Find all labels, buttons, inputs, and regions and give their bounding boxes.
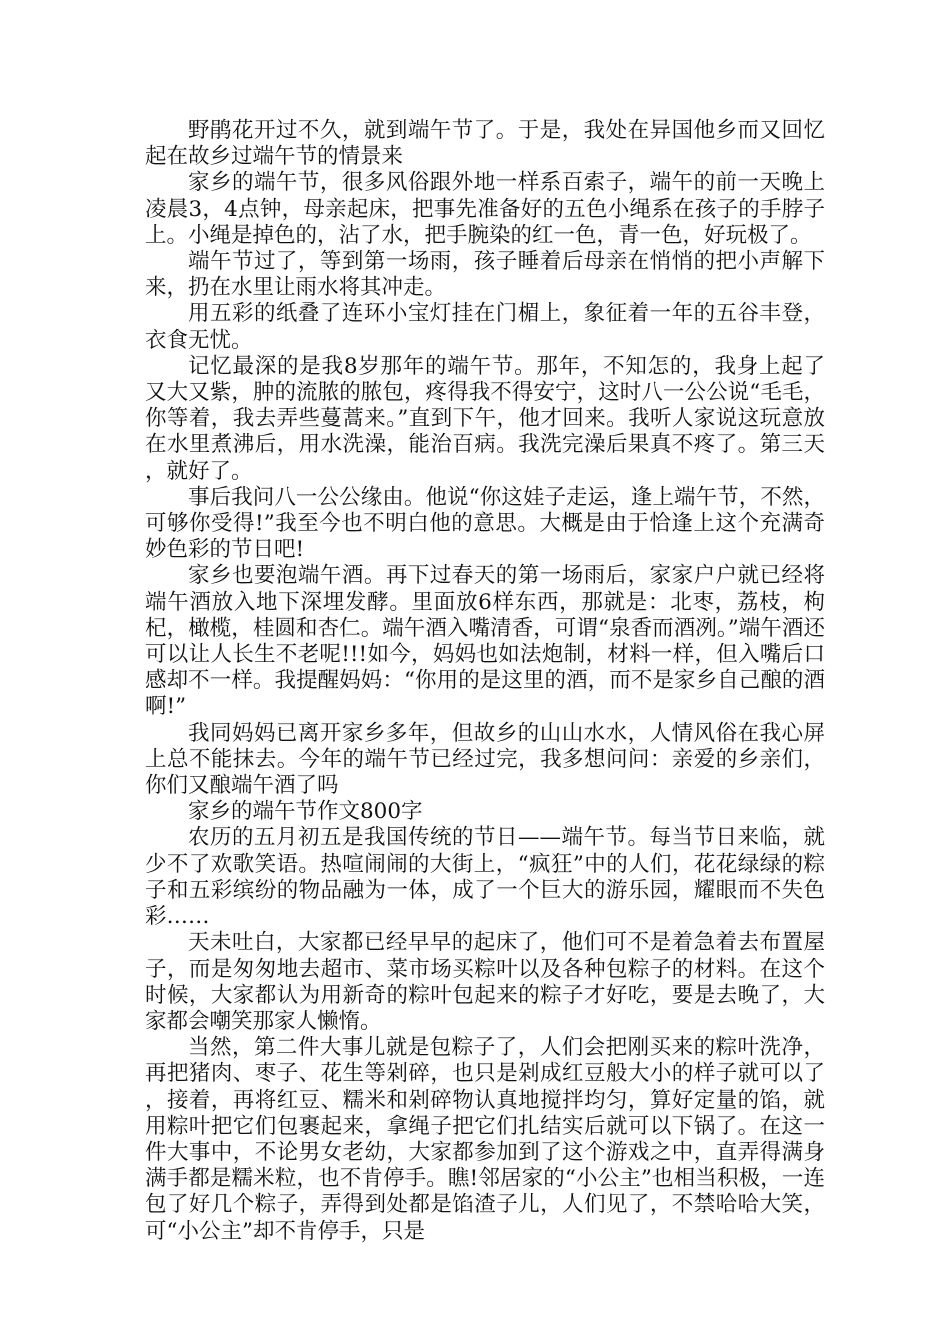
- paragraph-2: 家乡的端午节，很多风俗跟外地一样系百索子，端午的前一天晚上凌晨3，4点钟，母亲起床，把事先准备好的五色小绳系在孩子的手脖子上。小绳是掉色的，沾了水，把手腕染的红一色，青一色，好玩极了。: [145, 170, 825, 248]
- paragraph-12: 当然，第二件大事儿就是包粽子了，人们会把刚买来的粽叶洗净，再把猪肉、枣子、花生等剁碎，也只是剁成红豆般大小的样子就可以了，接着，再将红豆、糯米和剁碎物认真地搅拌均匀，算好定量的馅，就用粽叶把它们包裹起来，拿绳子把它们扎结实后就可以下锅了。在这一件大事中，不论男女老幼，大家都参加到了这个游戏之中，直弄得满身满手都是糯米粒，也不肯停手。瞧!邻居家的“小公主”也相当积极，一连包了好几个粽子，弄得到处都是馅渣子儿，人们见了，不禁哈哈大笑，可“小公主”却不肯停手，只是: [145, 1035, 825, 1244]
- paragraph-10: 农历的五月初五是我国传统的节日——端午节。每当节日来临，就少不了欢歌笑语。热喧闹闹的大街上，“疯狂”中的人们，花花绿绿的粽子和五彩缤纷的物品融为一体，成了一个巨大的游乐园，耀眼而不失色彩……: [145, 825, 825, 930]
- paragraph-4: 用五彩的纸叠了连环小宝灯挂在门楣上，象征着一年的五谷丰登，衣食无忧。: [145, 301, 825, 353]
- paragraph-11: 天未吐白，大家都已经早早的起床了，他们可不是着急着去布置屋子，而是匆匆地去超市、菜市场买粽叶以及各种包粽子的材料。在这个时候，大家都认为用新奇的粽叶包起来的粽子才好吃，要是去晚了，大家都会嘲笑那家人懒惰。: [145, 930, 825, 1034]
- paragraph-3: 端午节过了，等到第一场雨，孩子睡着后母亲在悄悄的把小声解下来，扔在水里让雨水将其冲走。: [145, 249, 825, 301]
- section-heading: 家乡的端午节作文800字: [188, 799, 423, 825]
- paragraph-7: 家乡也要泡端午酒。再下过春天的第一场雨后，家家户户就已经将端午酒放入地下深埋发酵。里面放6样东西，那就是：北枣，荔枝，枸杞，橄榄，桂圆和杏仁。端午酒入嘴清香，可谓“泉香而酒冽。”端午酒还可以让人长生不老呢!!!如今，妈妈也如法炮制，材料一样，但入嘴后口感却不一样。我提醒妈妈：“你用的是这里的酒，而不是家乡自己酿的酒啊!”: [145, 563, 825, 720]
- paragraph-5: 记忆最深的是我8岁那年的端午节。那年，不知怎的，我身上起了又大又紫，肿的流脓的脓包，疼得我不得安宁，这时八一公公说“毛毛，你等着，我去弄些蔓蒿来。”直到下午，他才回来。我听人家说这玩意放在水里煮沸后，用水洗澡，能治百病。我洗完澡后果真不疼了。第三天，就好了。: [145, 353, 825, 484]
- paragraph-8: 我同妈妈已离开家乡多年，但故乡的山山水水，人情风俗在我心屏上总不能抹去。今年的端午节已经过完，我多想问问：亲爱的乡亲们，你们又酿端午酒了吗: [145, 720, 825, 799]
- paragraph-6: 事后我问八一公公缘由。他说“你这娃子走运，逢上端午节，不然，可够你受得!”我至今也不明白他的意思。大概是由于恰逢上这个充满奇妙色彩的节日吧!: [145, 484, 825, 563]
- document-body: [145, 118, 825, 1245]
- paragraph-1: 野鹃花开过不久，就到端午节了。于是，我处在异国他乡而又回忆起在故乡过端午节的情景来: [145, 118, 825, 170]
